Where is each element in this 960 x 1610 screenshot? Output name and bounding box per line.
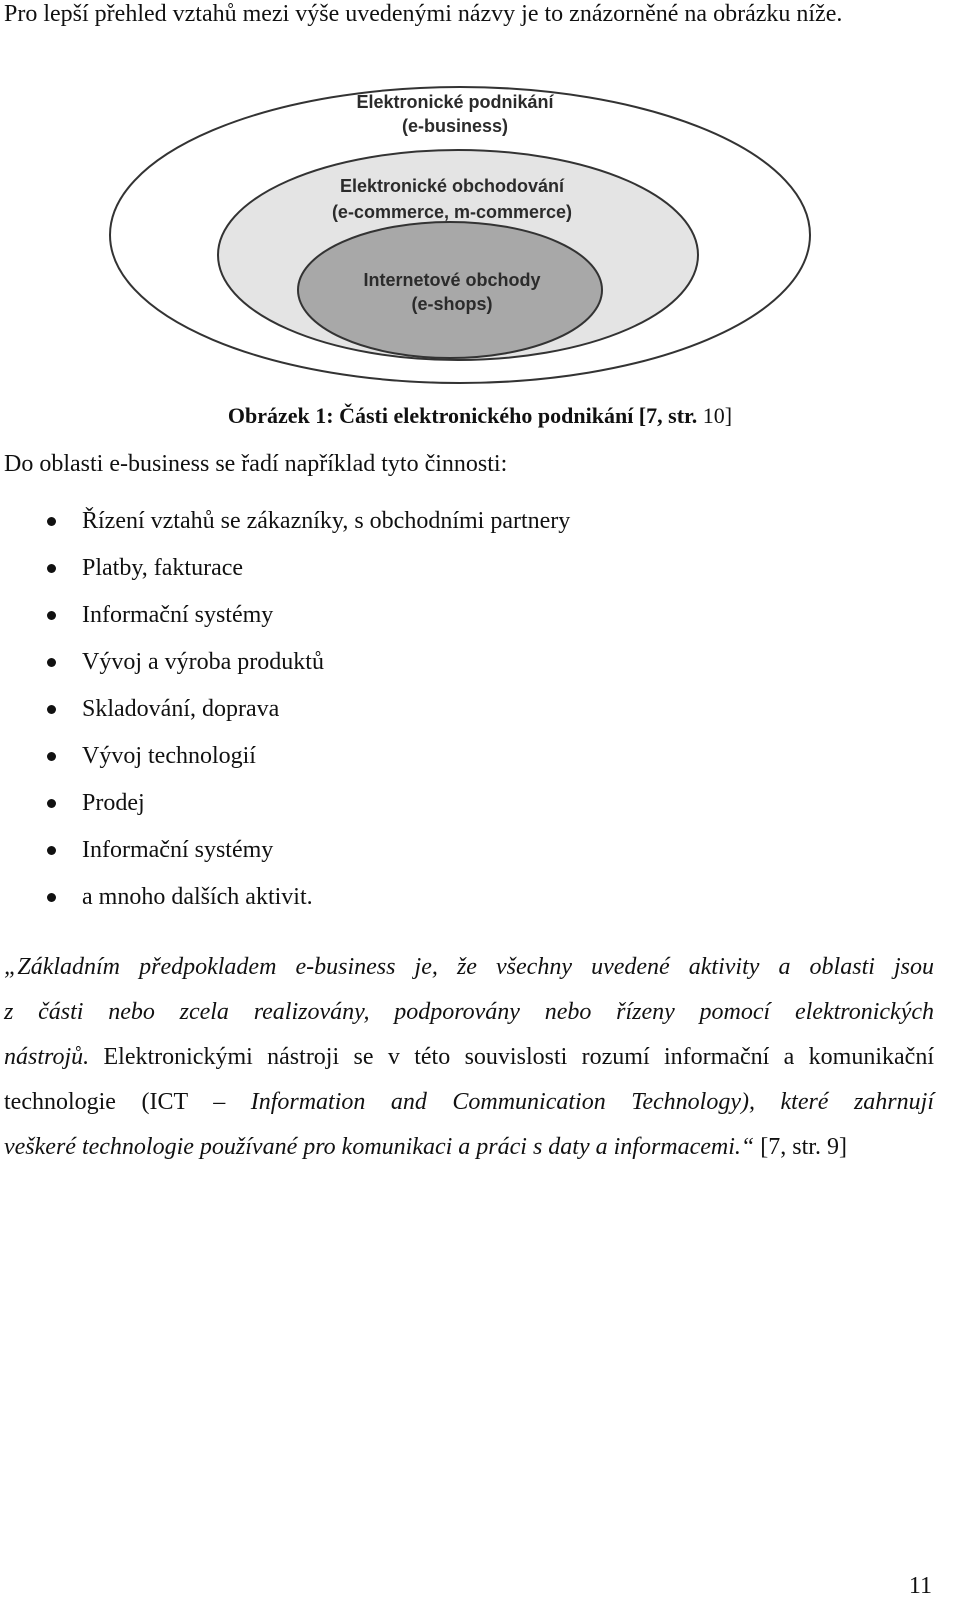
bullet-icon (47, 846, 56, 855)
quote-line-2: z části nebo zcela realizovány, podporovány nebo řízeny pomocí elektronických (4, 999, 934, 1025)
list-item-text: Informační systémy (82, 602, 274, 628)
quote-line-4-regular: technologie (ICT – (4, 1089, 251, 1115)
quote-citation: [7, str. 9] (754, 1134, 847, 1160)
quote-line-3 (4, 1035, 934, 1080)
list-item (0, 882, 900, 912)
middle-label-2: (e-commerce, m-commerce) (331, 202, 573, 222)
quote-line-4 (4, 1080, 934, 1125)
outer-label-1: Elektronické podnikání (356, 92, 554, 112)
list-item-text: Skladování, doprava (82, 696, 280, 722)
outer-label-2: (e-business) (401, 116, 509, 136)
quote-paragraph (4, 945, 934, 1170)
list-item-text: a mnoho dalších aktivit. (82, 884, 313, 910)
figure-caption (0, 402, 960, 430)
page-number: 11 (908, 1573, 932, 1599)
list-item-text: Prodej (82, 790, 145, 816)
list-item-text: Řízení vztahů se zákazníky, s obchodními partnery (82, 508, 571, 534)
list-item (0, 600, 900, 630)
list-item (0, 788, 900, 818)
bullet-icon (47, 564, 56, 573)
bullet-icon (47, 752, 56, 761)
inner-ellipse (298, 222, 602, 358)
inner-label-1: Internetové obchody (363, 270, 541, 290)
bullet-icon (47, 611, 56, 620)
list-item-text: Vývoj a výroba produktů (82, 649, 324, 675)
quote-line-1: „Základním předpokladem e-business je, že všechny uvedené aktivity a oblasti jsou (4, 954, 934, 980)
ebusiness-diagram (100, 70, 860, 400)
intro-text: Pro lepší přehled vztahů mezi výše uvedenými názvy je to znázorněné na obrázku níže. (4, 1, 843, 27)
list-item (0, 835, 900, 865)
caption-page: 10] (702, 403, 733, 428)
bullet-icon (47, 893, 56, 902)
list-item (0, 741, 900, 771)
caption-label: Obrázek 1: Části elektronického podnikání [7, str. (227, 403, 698, 428)
bullet-icon (47, 658, 56, 667)
quote-line-4-italic: Information and Communication Technology), které zahrnují (250, 1089, 934, 1115)
list-item (0, 647, 900, 677)
quote-line-3-regular: Elektronickými nástroji se v této souvislosti rozumí informační a komunikační (89, 1044, 934, 1070)
nested-ellipses-diagram (100, 70, 860, 400)
inner-label-2: (e-shops) (411, 294, 493, 314)
middle-label-1: Elektronické obchodování (339, 176, 565, 196)
bullet-icon (47, 799, 56, 808)
bullet-icon (47, 705, 56, 714)
list-item-text: Informační systémy (82, 837, 274, 863)
list-item (0, 694, 900, 724)
bullet-icon (47, 517, 56, 526)
quote-line-5-italic: veškeré technologie používané pro komunikaci a práci s daty a informacemi.“ (4, 1134, 755, 1160)
lead-text: Do oblasti e-business se řadí například tyto činnosti: (4, 451, 508, 477)
list-item (0, 553, 900, 583)
list-item-text: Vývoj technologií (82, 743, 256, 769)
quote-line-3-italic: nástrojů. (4, 1044, 90, 1070)
list-item (0, 506, 900, 536)
quote-line-5 (4, 1125, 934, 1170)
list-item-text: Platby, fakturace (82, 555, 244, 581)
